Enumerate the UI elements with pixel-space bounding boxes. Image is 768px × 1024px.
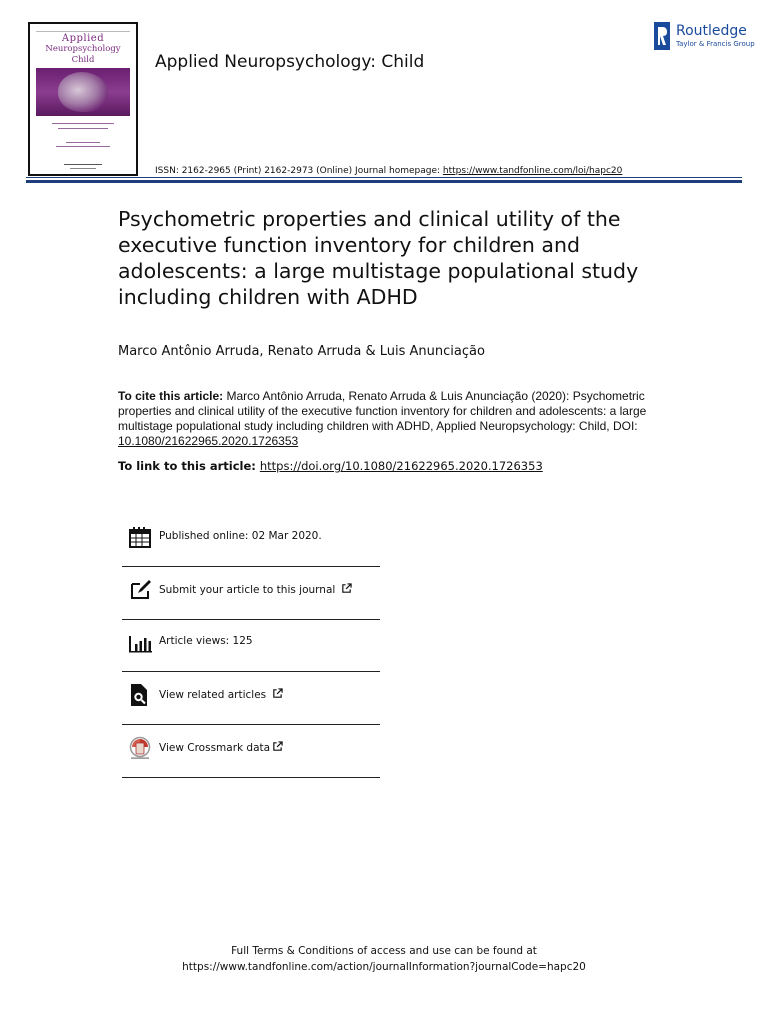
crossmark-label: View Crossmark data [159,742,271,754]
search-document-icon [128,683,152,707]
routledge-r-icon [652,22,672,50]
citation-doi-link[interactable]: 10.1080/21622965.2020.1726353 [118,434,299,448]
citation-text: Marco Antônio Arruda, Renato Arruda & Luis Anunciação (2020): Psychometric properties and clinical utility of the executive function inventory for children and adolescents: a large multistage populational study including children with ADHD, Applied Neuropsychology: Child, DOI: [118,389,647,433]
citation-block [118,389,658,449]
issn-line [155,166,622,176]
article-views-text: Article views: 125 [159,635,253,647]
article-title: Psychometric properties and clinical utility of the executive function inventory for children and adolescents: a large multistage populational study including children with ADHD [118,207,639,309]
row-divider [122,671,380,672]
publisher-name: Routledge [676,23,747,39]
article-doi-link[interactable]: https://doi.org/10.1080/21622965.2020.1726353 [259,459,543,473]
issn-text: ISSN: 2162-2965 (Print) 2162-2973 (Online) Journal homepage: [155,166,443,176]
journal-cover-image [28,22,138,176]
cover-title-line1: Applied [61,33,105,44]
publisher-logo[interactable] [652,22,755,52]
footer-line1: Full Terms & Conditions of access and use can be found at [231,945,537,957]
row-divider [122,566,380,567]
header-divider-thin [26,177,742,178]
external-link-icon [272,741,283,752]
journal-title: Applied Neuropsychology: Child [155,52,425,72]
calendar-icon [128,525,152,549]
submit-article-row[interactable] [122,568,380,620]
external-link-icon [272,688,283,699]
published-online-text: Published online: 02 Mar 2020. [159,530,322,542]
journal-homepage-link[interactable]: https://www.tandfonline.com/loi/hapc20 [442,166,623,176]
crossmark-row[interactable] [122,726,380,778]
submit-article-label: Submit your article to this journal [159,584,336,596]
footer-terms-link[interactable]: https://www.tandfonline.com/action/journalInformation?journalCode=hapc20 [182,961,586,973]
cover-brain-image [58,72,108,112]
terms-footer [0,943,768,975]
crossmark-icon [128,736,152,760]
publisher-subtitle: Taylor & Francis Group [676,40,755,48]
crossmark-link[interactable] [159,741,283,754]
edit-icon [128,578,152,602]
bar-chart-icon [128,630,152,654]
row-divider [122,724,380,725]
article-link-block [118,459,543,473]
related-articles-link[interactable] [159,688,283,701]
article-link-label: To link to this article: [118,459,256,473]
article-views-row [122,620,380,672]
cover-title-line2: Neuropsychology [45,44,121,54]
article-authors: Marco Antônio Arruda, Renato Arruda & Luis Anunciação [118,344,485,359]
published-online-row [122,515,380,567]
related-articles-row[interactable] [122,673,380,725]
citation-label: To cite this article: [118,389,224,403]
cover-title-line3: Child [71,55,95,65]
row-divider [122,777,380,778]
related-articles-label: View related articles [159,689,267,701]
external-link-icon [341,583,352,594]
header-divider [26,180,742,183]
submit-article-link[interactable] [159,583,352,596]
